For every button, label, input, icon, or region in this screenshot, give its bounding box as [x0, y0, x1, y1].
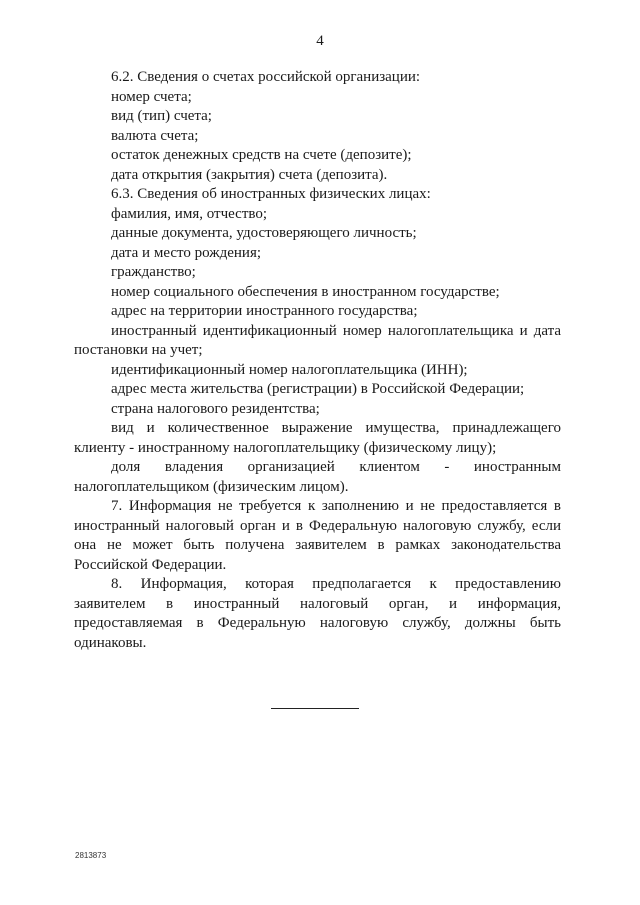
list-item: адрес на территории иностранного государства;: [111, 303, 418, 319]
list-item: номер счета;: [111, 88, 192, 105]
list-item: остаток денежных средств на счете (депозите);: [111, 147, 412, 163]
list-item: вид (тип) счета;: [111, 108, 212, 124]
list-item: адрес места жительства (регистрации) в Российской Федерации;: [111, 381, 525, 397]
list-item: дата открытия (закрытия) счета (депозита).: [111, 166, 388, 183]
list-item-property: вид и количественное выражение имущества, принадлежащего клиенту - иностранному налогоплательщику (физическому лицу);: [74, 420, 561, 456]
end-divider: [271, 708, 359, 709]
section-6-2-heading: 6.2. Сведения о счетах российской организации:: [111, 69, 421, 85]
clause-7: 7. Информация не требуется к заполнению и не предоставляется в иностранный налоговый орган и в Федеральную налоговую службу, если она не может быть получена заявителем в рамках законодательства Российской Федерации.: [74, 498, 561, 573]
list-item: гражданство;: [111, 264, 196, 280]
list-item-taxpayer-id: иностранный идентификационный номер налогоплательщика и дата постановки на учет;: [74, 322, 561, 358]
list-item: страна налогового резидентства;: [111, 400, 320, 417]
list-item: номер социального обеспечения в иностранном государстве;: [111, 283, 500, 300]
document-code: 2813873: [75, 851, 107, 860]
section-6-3-heading: 6.3. Сведения об иностранных физических лицах:: [111, 186, 431, 202]
document-body: [74, 68, 561, 653]
list-item: дата и место рождения;: [111, 244, 262, 261]
list-item: фамилия, имя, отчество;: [111, 205, 268, 222]
list-item: идентификационный номер налогоплательщика (ИНН);: [111, 361, 468, 378]
list-item: валюта счета;: [111, 127, 199, 144]
clause-8: 8. Информация, которая предполагается к предоставлению заявителем в иностранный налоговый орган, и информация, предоставляемая в Федеральную налоговую службу, должны быть одинаковы.: [74, 576, 561, 651]
page-number: 4: [316, 33, 324, 49]
list-item-share: доля владения организацией клиентом - иностранным налогоплательщиком (физическим лицом).: [74, 459, 561, 495]
list-item: данные документа, удостоверяющего личность;: [111, 225, 417, 241]
